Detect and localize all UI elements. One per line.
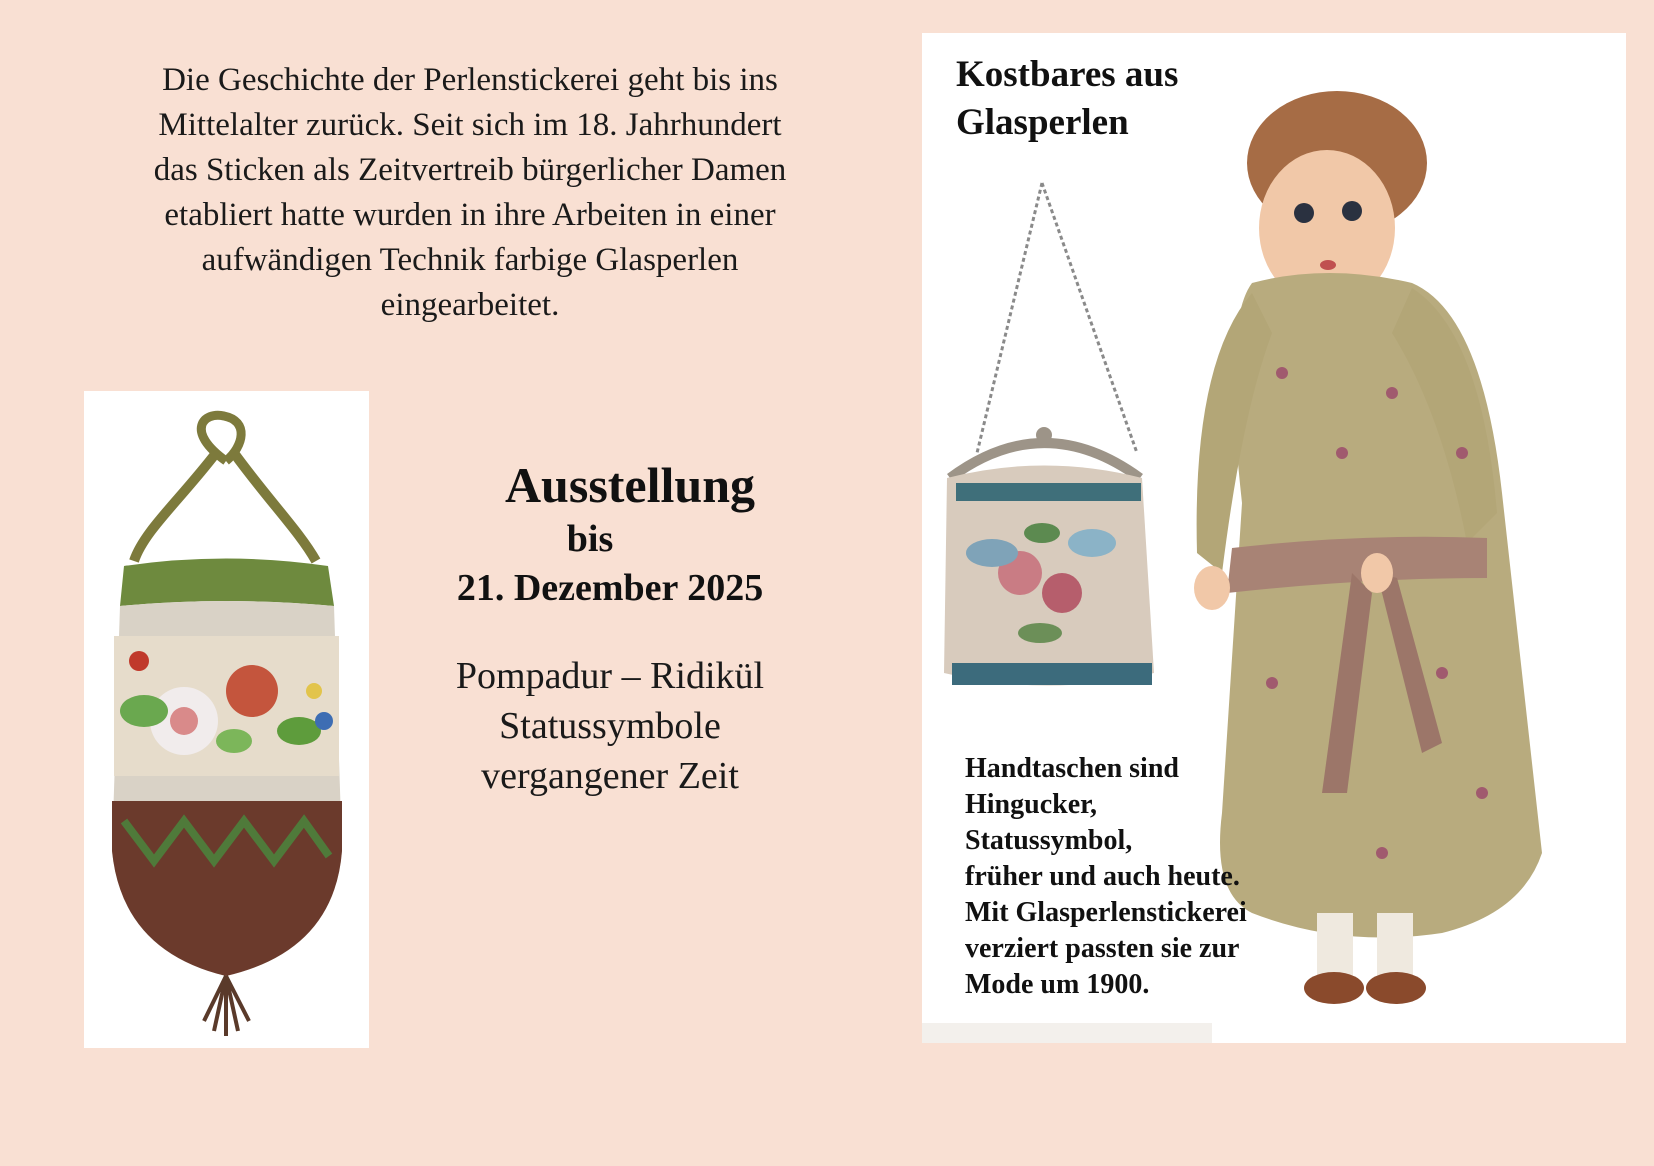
panel-caption — [965, 751, 1305, 1003]
drawstring-bag-illustration — [84, 391, 369, 1048]
exhibition-subtitle — [380, 651, 840, 801]
caption-line: Handtaschen sind — [965, 753, 1179, 784]
purse-chain-right — [1042, 183, 1137, 453]
subtitle-line: Pompadur – Ridikül — [455, 655, 765, 697]
caption-line: Statussymbol, — [965, 825, 1133, 856]
caption-line: verziert passten sie zur — [965, 933, 1240, 964]
intro-line: aufwändigen Technik farbige Glasperlen — [201, 242, 739, 278]
caption-line: Mode um 1900. — [965, 969, 1150, 1000]
feature-panel — [922, 33, 1626, 1043]
exhibition-info — [380, 455, 840, 801]
panel-title-line: Glasperlen — [956, 102, 1129, 143]
intro-line: eingearbeitet. — [380, 287, 560, 323]
exhibition-date: 21. Dezember 2025 — [456, 567, 764, 609]
intro-line: Die Geschichte der Perlenstickerei geht bis ins — [162, 62, 778, 98]
intro-paragraph — [80, 58, 860, 328]
exhibition-until: bis — [566, 518, 614, 560]
panel-footer-strip — [922, 1023, 1212, 1043]
doll-shoe-right — [1366, 972, 1426, 1004]
intro-line: etabliert hatte wurden in ihre Arbeiten in einer — [164, 197, 776, 233]
panel-title — [956, 51, 1178, 147]
intro-line: Mittelalter zurück. Seit sich im 18. Jahrhundert — [158, 107, 782, 143]
intro-line: das Sticken als Zeitvertreib bürgerlicher Damen — [153, 152, 787, 188]
drawstring-bag-photo — [84, 391, 369, 1048]
doll-shoe-left — [1304, 972, 1364, 1004]
caption-line: früher und auch heute. — [965, 861, 1240, 892]
panel-title-line: Kostbares aus — [956, 54, 1179, 95]
exhibition-title: Ausstellung — [504, 457, 756, 513]
caption-line: Mit Glasperlenstickerei — [965, 897, 1247, 928]
subtitle-line: Statussymbole — [499, 705, 721, 747]
subtitle-line: vergangener Zeit — [481, 755, 739, 797]
caption-line: Hingucker, — [965, 789, 1097, 820]
purse-chain-left — [977, 183, 1042, 453]
